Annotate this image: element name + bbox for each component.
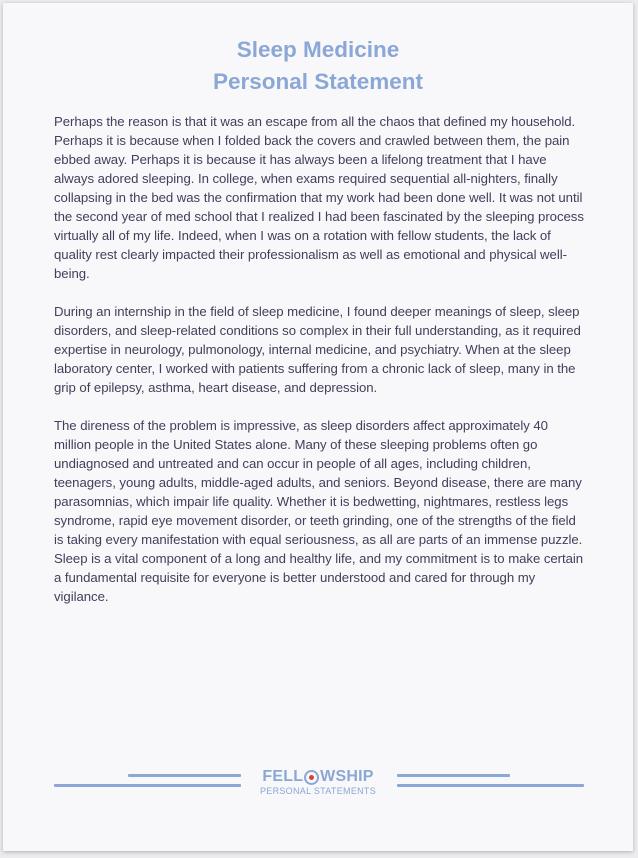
title-line-2: Personal Statement <box>212 69 424 94</box>
footer <box>3 763 633 803</box>
footer-rule-right-upper <box>397 774 510 777</box>
fellowship-logo <box>243 768 393 796</box>
logo-subtitle: PERSONAL STATEMENTS <box>259 786 377 796</box>
paragraph: Perhaps the reason is that it was an escape from all the chaos that defined my household. Perhaps it is because when I folded back the covers and crawled between them, the pain ebbed away. Perhaps it is because it has always been a lifelong treatment that I have always adored sleeping. In college, when exams required sequential all-nighters, finally collapsing in the bed was the confirmation that my work had been done well. It was not until the second year of med school that I realized I had been fascinated by the sleeping process virtually all of my life. Indeed, when I was on a rotation with fellow students, the lack of quality rest clearly impacted their professionalism as well as emotional and physical well-being. <box>54 114 584 281</box>
statement-body <box>54 112 587 625</box>
page-title <box>3 34 633 98</box>
footer-rule-left-lower <box>54 784 241 787</box>
target-o-icon <box>304 770 319 785</box>
footer-rule-right-lower <box>397 784 584 787</box>
logo-text-after: WSHIP <box>320 768 374 785</box>
title-line-1: Sleep Medicine <box>236 37 400 62</box>
logo-wordmark <box>243 768 393 786</box>
paragraph: During an internship in the field of sleep medicine, I found deeper meanings of sleep, sleep disorders, and sleep-related conditions so complex in their full understanding, as it required expertise in neurology, pulmonology, internal medicine, and psychiatry. When at the sleep laboratory center, I worked with patients suffering from a chronic lack of sleep, many in the grip of epilepsy, asthma, heart disease, and depression. <box>54 304 581 395</box>
logo-text-before: FELL <box>262 768 304 785</box>
footer-rule-left-upper <box>128 774 241 777</box>
paragraph: The direness of the problem is impressive, as sleep disorders affect approximately 40 million people in the United States alone. Many of these sleeping problems often go undiagnosed and untreated and can occur in people of all ages, including children, teenagers, young adults, middle-aged adults, and seniors. Beyond disease, there are many parasomnias, which impair life quality. Whether it is bedwetting, nightmares, restless legs syndrome, rapid eye movement disorder, or teeth grinding, one of the strengths of the field is taking every manifestation with equal seriousness, as all are parts of an immense puzzle. Sleep is a vital component of a long and healthy life, and my commitment is to make certain a fundamental requisite for everyone is better understood and cared for through my vigilance. <box>54 418 584 604</box>
document-page <box>3 3 633 851</box>
